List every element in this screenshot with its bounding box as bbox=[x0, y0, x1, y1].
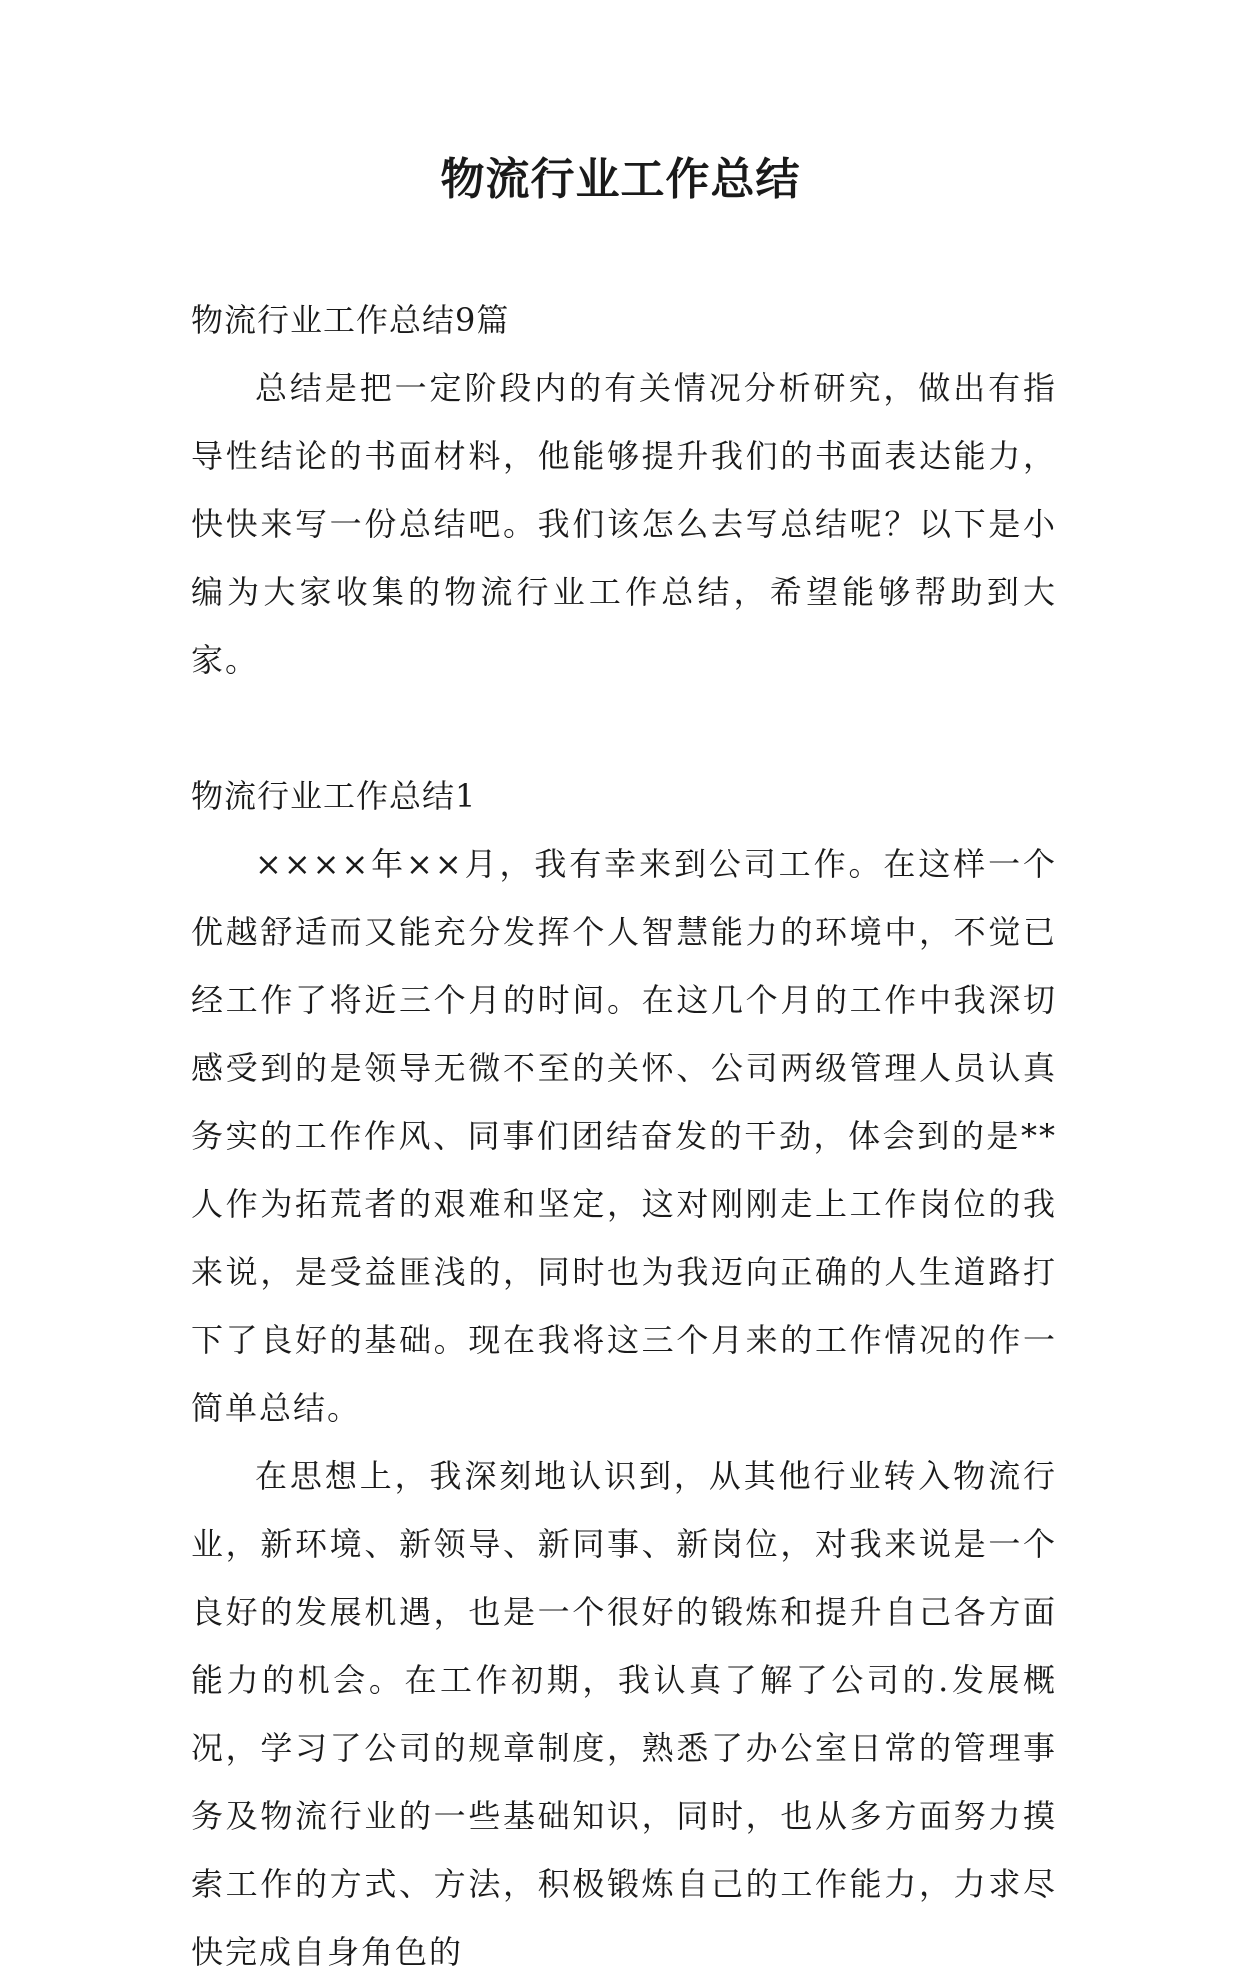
document-title: 物流行业工作总结 bbox=[440, 154, 801, 205]
section-heading: 物流行业工作总结1 bbox=[191, 777, 477, 815]
body-paragraph-2: 在思想上，我深刻地认识到，从其他行业转入物流行业，新环境、新领导、新同事、新岗位，对我来说是一个良好的发展机遇，也是一个很好的锻炼和提升自己各方面能力的机会。在工作初期，我认真了解了公司的.发展概况，学习了公司的规章制度，熟悉了办公室日常的管理事务及物流行业的一些基础知识，同时，也从多方面努力摸索工作的方式、方法，积极锻炼自己的工作能力，力求尽快完成自身角色的 bbox=[191, 1457, 1057, 1971]
blank-line bbox=[191, 694, 1057, 762]
subtitle: 物流行业工作总结9篇 bbox=[191, 301, 510, 339]
intro-paragraph: 总结是把一定阶段内的有关情况分析研究，做出有指导性结论的书面材料，他能够提升我们的书面表达能力，快快来写一份总结吧。我们该怎么去写总结呢？以下是小编为大家收集的物流行业工作总结，希望能够帮助到大家。 bbox=[191, 369, 1057, 679]
body-paragraph-1: ××××年××月，我有幸来到公司工作。在这样一个优越舒适而又能充分发挥个人智慧能力的环境中，不觉已经工作了将近三个月的时间。在这几个月的工作中我深切感受到的是领导无微不至的关怀、公司两级管理人员认真务实的工作作风、同事们团结奋发的干劲，体会到的是**人作为拓荒者的艰难和坚定，这对刚刚走上工作岗位的我来说，是受益匪浅的，同时也为我迈向正确的人生道路打下了良好的基础。现在我将这三个月来的工作情况的作一简单总结。 bbox=[191, 845, 1057, 1427]
document-body bbox=[191, 286, 1057, 1986]
